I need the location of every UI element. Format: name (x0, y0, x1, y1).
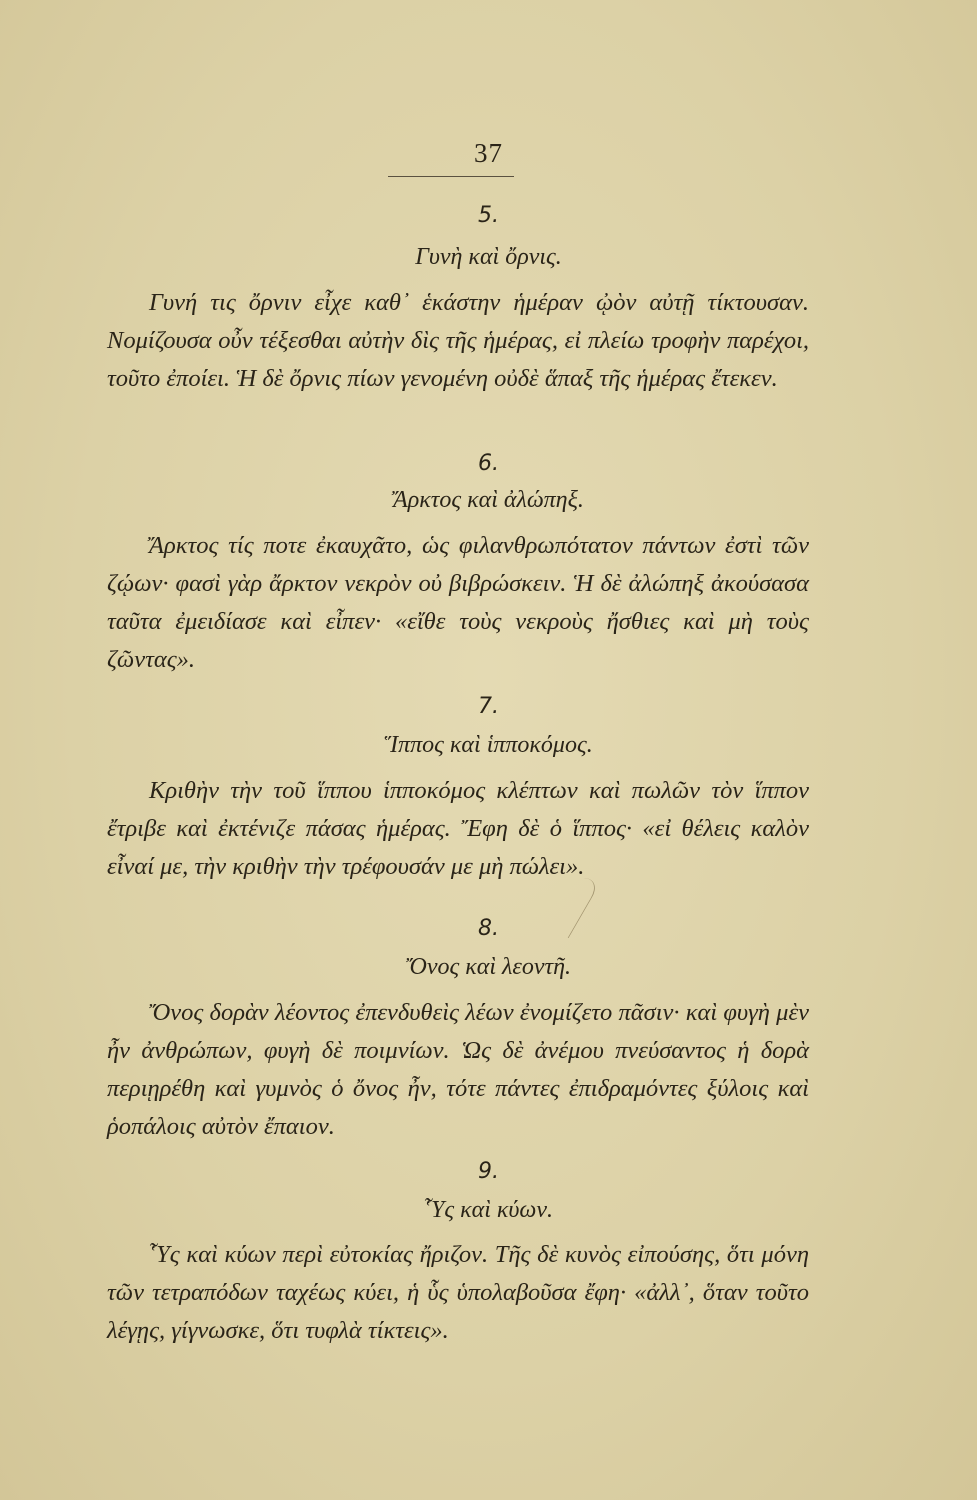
fable-number: 7. (478, 694, 499, 719)
fable-text: Ὄνος δορὰν λέοντος ἐπενδυθεὶς λέων ἐνομίζετο πᾶσιν· καὶ φυγὴ μὲν ἦν ἀνθρώπων, φυγὴ δὲ ποιμνίων. Ὡς δὲ ἀνέμου πνεύσαντος ἡ δορὰ περιῃρέθη καὶ γυμνὸς ὁ ὄνος ἦν, τότε πάντες ἐπιδραμόντες ξύλοις καὶ ῥοπάλοις αὐτὸν ἔπαιον. (107, 999, 809, 1140)
fable-text: Κριθὴν τὴν τοῦ ἵππου ἱπποκόμος κλέπτων καὶ πωλῶν τὸν ἵππον ἔτριβε καὶ ἐκτένιζε πάσας ἡμέρας. Ἔφη δὲ ὁ ἵππος· «εἰ θέλεις καλὸν εἶναί με, τὴν κριθὴν τὴν τρέφουσάν με μὴ πώλει». (107, 777, 809, 880)
fable-title: Ἵππος καὶ ἱπποκόμος. (384, 732, 593, 758)
fable-title: Ὗς καὶ κύων. (423, 1197, 554, 1223)
fable-title: Ἄρκτος καὶ ἀλώπηξ. (393, 487, 584, 513)
fable-number: 8. (478, 916, 499, 941)
fable-number: 6. (478, 451, 499, 476)
header-rule (388, 176, 514, 177)
fable-text: Ἄρκτος τίς ποτε ἐκαυχᾶτο, ὡς φιλανθρωπότατον πάντων ἐστὶ τῶν ζῴων· φασὶ γὰρ ἄρκτον νεκρὸν οὐ βιβρώσκειν. Ἡ δὲ ἀλώπηξ ἀκούσασα ταῦτα ἐμειδίασε καὶ εἶπεν· «εἴθε τοὺς νεκροὺς ἤσθιες καὶ μὴ τοὺς ζῶντας». (107, 532, 809, 673)
fable-title: Ὄνος καὶ λεοντῆ. (405, 954, 572, 980)
fable-title: Γυνὴ καὶ ὄρνις. (415, 244, 562, 270)
fable-number: 9. (478, 1159, 499, 1184)
page-number: 37 (474, 138, 503, 168)
fable-number: 5. (478, 203, 499, 228)
fable-text: Γυνή τις ὄρνιν εἶχε καθ᾽ ἑκάστην ἡμέραν ᾠὸν αὐτῇ τίκτουσαν. Νομίζουσα οὖν τέξεσθαι αὐτὴν δὶς τῆς ἡμέρας, εἰ πλείω τροφὴν παρέχοι, τοῦτο ἐποίει. Ἡ δὲ ὄρνις πίων γενομένη οὐδὲ ἅπαξ τῆς ἡμέρας ἔτεκεν. (107, 289, 809, 392)
fable-text: Ὗς καὶ κύων περὶ εὐτοκίας ἤριζον. Τῆς δὲ κυνὸς εἰπούσης, ὅτι μόνη τῶν τετραπόδων ταχέως κύει, ἡ ὗς ὑπολαβοῦσα ἔφη· «ἀλλ᾽, ὅταν τοῦτο λέγῃς, γίγνωσκε, ὅτι τυφλὰ τίκτεις». (107, 1241, 809, 1344)
